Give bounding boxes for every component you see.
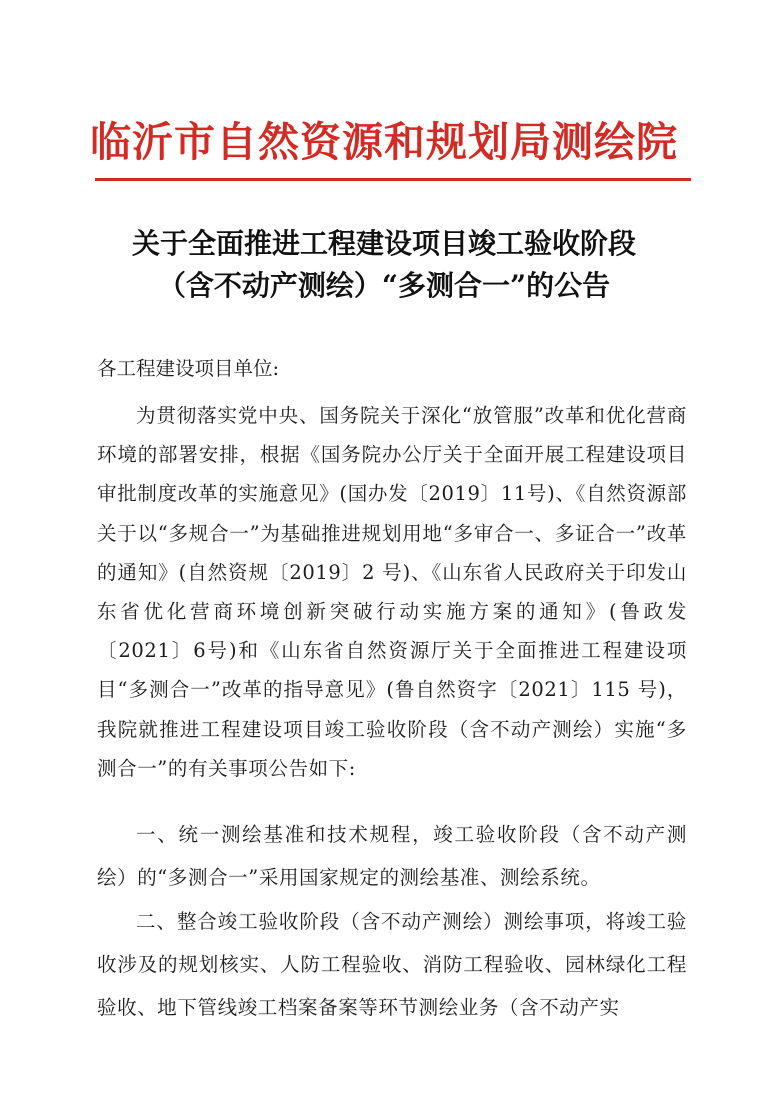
- document-title-line-1: 关于全面推进工程建设项目竣工验收阶段: [131, 227, 636, 260]
- salutation: 各工程建设项目单位:: [97, 357, 280, 380]
- body-paragraph-3-text: 二、整合竣工验收阶段（含不动产测绘）测绘事项，将竣工验收涉及的规划核实、人防工程验收、消防工程验收、园林绿化工程验收、地下管线竣工档案备案等环节测绘业务（含不动产实: [97, 910, 687, 1019]
- body-paragraph-1-text: 为贯彻落实党中央、国务院关于深化“放管服”改革和优化营商环境的部署安排，根据《国务院办公厅关于全面开展工程建设项目审批制度改革的实施意见》(国办发〔2019〕11号)、《自然资源部关于以“多规合一”为基础推进规划用地“多审合一、多证合一”改革的通知》(自然资规〔2019〕2 号)、《山东省人民政府关于印发山东省优化营商环境创新突破行动实施方案的通知》(鲁政发〔2021〕6号)和《山东省自然资源厅关于全面推进工程建设项目“多测合一”改革的指导意见》(鲁自然资字〔2021〕115 号)，我院就推进工程建设项目竣工验收阶段（含不动产测绘）实施“多测合一”的有关事项公告如下:: [97, 404, 687, 780]
- letterhead-title: 临沂市自然资源和规划局测绘院: [90, 118, 678, 166]
- document-title-line-2: （含不动产测绘）“多测合一”的公告: [157, 269, 611, 302]
- letterhead-red-rule: [95, 178, 691, 181]
- body-paragraph-3: [97, 900, 687, 1029]
- body-paragraph-2: [97, 813, 687, 899]
- body-paragraph-2-text: 一、统一测绘基准和技术规程，竣工验收阶段（含不动产测绘）的“多测合一”采用国家规定的测绘基准、测绘系统。: [97, 823, 687, 889]
- body-paragraph-1: [97, 396, 687, 788]
